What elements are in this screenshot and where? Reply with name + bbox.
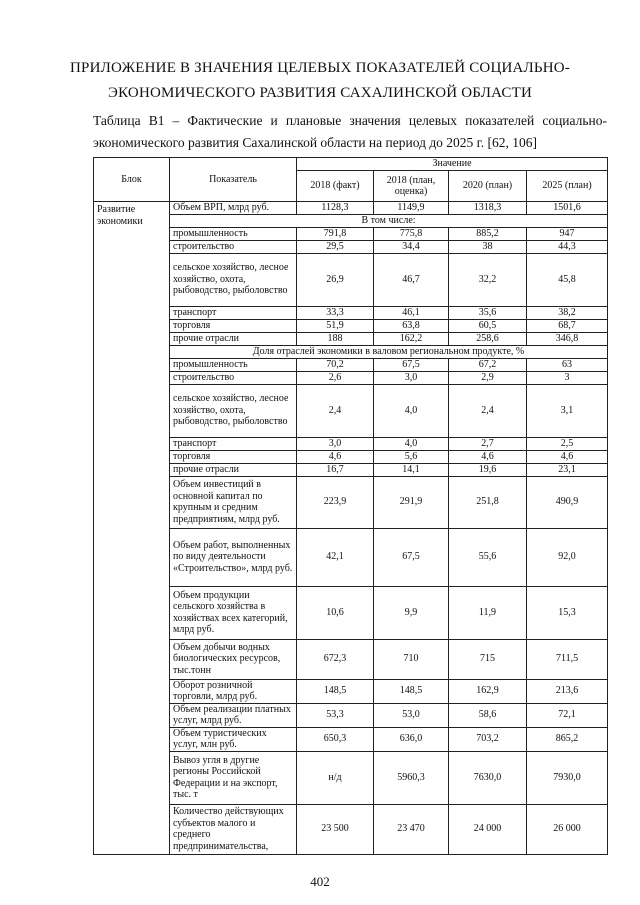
cell-value: 346,8 — [527, 332, 608, 345]
cell-value: 715 — [449, 639, 527, 679]
cell-value: 3,0 — [297, 437, 374, 450]
cell-value: 23 470 — [374, 804, 449, 854]
table-row-incl — [94, 240, 608, 253]
table-body — [94, 202, 608, 855]
cell-indicator: сельское хозяйство, лесное хозяйство, охота, рыбоводство, рыболовство — [170, 253, 297, 306]
cell-value: 53,0 — [374, 703, 449, 727]
cell-value: 162,9 — [449, 679, 527, 703]
cell-indicator: Объем инвестиций в основной капитал по крупным и средним предприятиям, млрд руб. — [170, 476, 297, 528]
cell-indicator: Количество действующих субъектов малого и среднего предпринимательства, — [170, 804, 297, 854]
cell-value: 1128,3 — [297, 202, 374, 215]
cell-value: 947 — [527, 227, 608, 240]
cell-value: 68,7 — [527, 319, 608, 332]
cell-value: 15,3 — [527, 586, 608, 639]
cell-value: 26,9 — [297, 253, 374, 306]
header-indicator: Показатель — [170, 158, 297, 202]
cell-indicator: Объем продукции сельского хозяйства в хозяйствах всех категорий, млрд руб. — [170, 586, 297, 639]
table-row-incl — [94, 332, 608, 345]
table-row-incl — [94, 253, 608, 306]
cell-value: 67,2 — [449, 358, 527, 371]
cell-value: 38 — [449, 240, 527, 253]
cell-value: 16,7 — [297, 463, 374, 476]
cell-value: 19,6 — [449, 463, 527, 476]
table-row-subheader-share — [94, 345, 608, 358]
cell-value: 2,5 — [527, 437, 608, 450]
header-2018-plan: 2018 (план, оценка) — [374, 171, 449, 202]
header-2025-plan: 2025 (план) — [527, 171, 608, 202]
cell-value: 490,9 — [527, 476, 608, 528]
cell-value: 4,0 — [374, 384, 449, 437]
table-row-other — [94, 703, 608, 727]
cell-value: 46,7 — [374, 253, 449, 306]
cell-value: 5960,3 — [374, 751, 449, 804]
table-row-grp — [94, 202, 608, 215]
cell-value: 72,1 — [527, 703, 608, 727]
cell-value: 9,9 — [374, 586, 449, 639]
cell-value: 223,9 — [297, 476, 374, 528]
cell-value: н/д — [297, 751, 374, 804]
cell-value: 38,2 — [527, 306, 608, 319]
cell-value: 885,2 — [449, 227, 527, 240]
cell-value: 1501,6 — [527, 202, 608, 215]
header-2018-fact: 2018 (факт) — [297, 171, 374, 202]
cell-value: 2,4 — [297, 384, 374, 437]
cell-indicator: строительство — [170, 240, 297, 253]
cell-value: 703,2 — [449, 727, 527, 751]
cell-value: 24 000 — [449, 804, 527, 854]
cell-value: 92,0 — [527, 528, 608, 586]
cell-value: 2,6 — [297, 371, 374, 384]
cell-indicator: прочие отрасли — [170, 463, 297, 476]
cell-indicator: Оборот розничной торговли, млрд руб. — [170, 679, 297, 703]
cell-value: 4,6 — [527, 450, 608, 463]
cell-value: 4,6 — [297, 450, 374, 463]
cell-value: 2,9 — [449, 371, 527, 384]
table-row-share — [94, 371, 608, 384]
cell-value: 1149,9 — [374, 202, 449, 215]
cell-value: 636,0 — [374, 727, 449, 751]
cell-value: 44,3 — [527, 240, 608, 253]
cell-indicator: транспорт — [170, 437, 297, 450]
cell-indicator: сельское хозяйство, лесное хозяйство, охота, рыбоводство, рыболовство — [170, 384, 297, 437]
cell-value: 291,9 — [374, 476, 449, 528]
table-row-share — [94, 463, 608, 476]
cell-value: 34,4 — [374, 240, 449, 253]
cell-value: 26 000 — [527, 804, 608, 854]
table-row-other — [94, 586, 608, 639]
cell-value: 148,5 — [374, 679, 449, 703]
cell-value: 60,5 — [449, 319, 527, 332]
cell-indicator: прочие отрасли — [170, 332, 297, 345]
cell-value: 63,8 — [374, 319, 449, 332]
cell-indicator: Объем работ, выполненных по виду деятельности «Строительство», млрд руб. — [170, 528, 297, 586]
cell-value: 23,1 — [527, 463, 608, 476]
cell-value: 3 — [527, 371, 608, 384]
cell-value: 711,5 — [527, 639, 608, 679]
cell-indicator: Объем реализации платных услуг, млрд руб. — [170, 703, 297, 727]
cell-value: 258,6 — [449, 332, 527, 345]
cell-value: 32,2 — [449, 253, 527, 306]
cell-value: 42,1 — [297, 528, 374, 586]
table-row-incl — [94, 227, 608, 240]
cell-value: 14,1 — [374, 463, 449, 476]
appendix-title-line1: ПРИЛОЖЕНИЕ В ЗНАЧЕНИЯ ЦЕЛЕВЫХ ПОКАЗАТЕЛЕЙ СОЦИАЛЬНО- — [70, 60, 570, 76]
table-row-other — [94, 476, 608, 528]
cell-indicator: промышленность — [170, 358, 297, 371]
indicators-table — [93, 157, 608, 855]
cell-value: 46,1 — [374, 306, 449, 319]
cell-indicator: Объем туристических услуг, млн руб. — [170, 727, 297, 751]
table-caption: Таблица В1 – Фактические и плановые значения целевых показателей социально-экономического развития Сахалинской области на период до 2025 г. [62, 106] — [93, 113, 607, 150]
cell-value: 7630,0 — [449, 751, 527, 804]
header-value: Значение — [297, 158, 608, 171]
cell-value: 5,6 — [374, 450, 449, 463]
cell-indicator: торговля — [170, 450, 297, 463]
cell-indicator: транспорт — [170, 306, 297, 319]
cell-value: 650,3 — [297, 727, 374, 751]
cell-value: 55,6 — [449, 528, 527, 586]
cell-indicator: Объем добычи водных биологических ресурсов, тыс.тонн — [170, 639, 297, 679]
table-row-other — [94, 639, 608, 679]
cell-value: 162,2 — [374, 332, 449, 345]
table-row-other — [94, 528, 608, 586]
cell-value: 3,1 — [527, 384, 608, 437]
cell-value: 29,5 — [297, 240, 374, 253]
cell-indicator: промышленность — [170, 227, 297, 240]
table-row-incl-label — [94, 215, 608, 228]
cell-value: 4,6 — [449, 450, 527, 463]
cell-value: 4,0 — [374, 437, 449, 450]
cell-value: 2,4 — [449, 384, 527, 437]
table-row-incl — [94, 306, 608, 319]
cell-value: 710 — [374, 639, 449, 679]
cell-value: 58,6 — [449, 703, 527, 727]
block-label: Развитие экономики — [94, 202, 170, 855]
cell-value: 67,5 — [374, 358, 449, 371]
cell-value: 672,3 — [297, 639, 374, 679]
cell-value: 148,5 — [297, 679, 374, 703]
cell-value: 213,6 — [527, 679, 608, 703]
cell-value: 10,6 — [297, 586, 374, 639]
table-row-incl — [94, 319, 608, 332]
table-row-other — [94, 751, 608, 804]
table-row-other — [94, 804, 608, 854]
cell-value: 791,8 — [297, 227, 374, 240]
cell-value: 35,6 — [449, 306, 527, 319]
table-row-share — [94, 437, 608, 450]
header-2020-plan: 2020 (план) — [449, 171, 527, 202]
header-block: Блок — [94, 158, 170, 202]
cell-value: 45,8 — [527, 253, 608, 306]
cell-value: 1318,3 — [449, 202, 527, 215]
cell-value: 33,3 — [297, 306, 374, 319]
cell-indicator: Вывоз угля в другие регионы Российской Федерации и на экспорт, тыс. т — [170, 751, 297, 804]
appendix-title-line2: ЭКОНОМИЧЕСКОГО РАЗВИТИЯ САХАЛИНСКОЙ ОБЛАСТИ — [107, 85, 533, 101]
cell-value: 7930,0 — [527, 751, 608, 804]
cell-value: 188 — [297, 332, 374, 345]
page-number: 402 — [310, 874, 330, 889]
cell-value: 70,2 — [297, 358, 374, 371]
cell-value: 23 500 — [297, 804, 374, 854]
cell-value: 51,9 — [297, 319, 374, 332]
table-row-other — [94, 727, 608, 751]
cell-value: 63 — [527, 358, 608, 371]
table-row-other — [94, 679, 608, 703]
table-row-share — [94, 358, 608, 371]
cell-value: 775,8 — [374, 227, 449, 240]
cell-value: 865,2 — [527, 727, 608, 751]
subheader-including: В том числе: — [170, 215, 608, 228]
cell-indicator: торговля — [170, 319, 297, 332]
subheader-share: Доля отраслей экономики в валовом региональном продукте, % — [170, 345, 608, 358]
cell-value: 2,7 — [449, 437, 527, 450]
table-row-share — [94, 450, 608, 463]
cell-indicator: Объем ВРП, млрд руб. — [170, 202, 297, 215]
cell-indicator: строительство — [170, 371, 297, 384]
cell-value: 3,0 — [374, 371, 449, 384]
table-row-share — [94, 384, 608, 437]
cell-value: 11,9 — [449, 586, 527, 639]
cell-value: 67,5 — [374, 528, 449, 586]
cell-value: 251,8 — [449, 476, 527, 528]
cell-value: 53,3 — [297, 703, 374, 727]
